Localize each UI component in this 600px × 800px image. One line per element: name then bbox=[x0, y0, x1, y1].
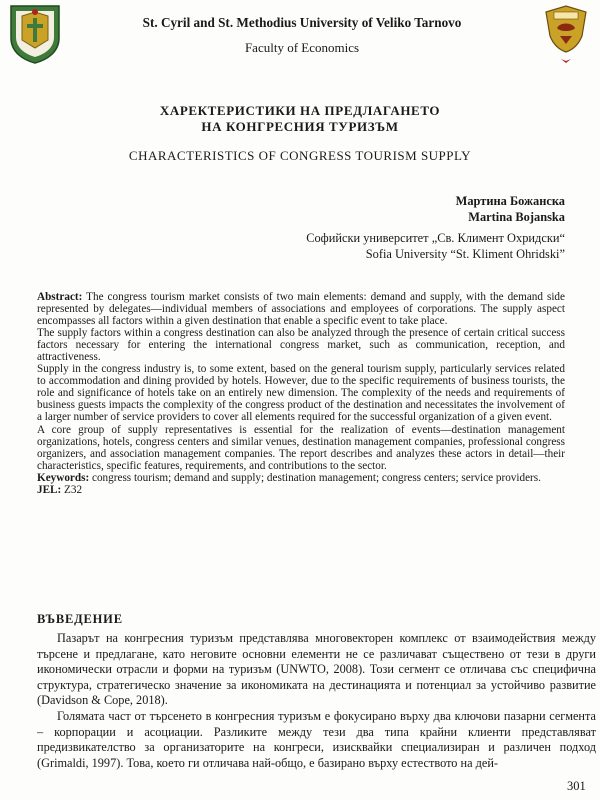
faculty-name: Faculty of Economics bbox=[244, 40, 360, 55]
intro-paragraph: Голямата част от търсенето в конгресния туризъм е фокусирано върху два ключови пазарни сегмента – корпорации и асоциации. Разликите между тези два типа крайни клиенти представляват предизвикателство за организаторите на конгреси, изисквайки специализиран и различен подход (Grimaldi, 1997). Това, което ги отличава най-общо, е базирано върху естеството на дей- bbox=[37, 708, 596, 770]
abstract-paragraph: Supply in the congress industry is, to some extent, based on the general tourism supply, particularly services related to accommodation and dining provided by hotels. However, due to the specific requirements of business tourists, the role and significance of hotels take on an entirely new dimension. The complexity of the needs and requirements of business guests impacts the complexity of the congress product of the destination and necessitates the involvement of a larger number of service providers to cover all elements required for the successful organization of a given event. bbox=[37, 363, 565, 424]
abstract-paragraph bbox=[37, 291, 565, 327]
jel-line bbox=[37, 484, 565, 496]
introduction-body bbox=[37, 631, 596, 771]
keywords-text: congress tourism; demand and supply; destination management; congress centers; service providers. bbox=[92, 471, 541, 484]
abstract-paragraph: The supply factors within a congress destination can also be analyzed through the presence of certain critical success factors necessary for entering the international congress market, such as communication, reception, and attractiveness. bbox=[37, 327, 565, 364]
publisher-crest-logo bbox=[542, 2, 590, 68]
university-name: St. Cyril and St. Methodius University of Veliko Tarnovo bbox=[142, 15, 462, 30]
title-english: CHARACTERISTICS OF CONGRESS TOURISM SUPPLY bbox=[128, 148, 472, 163]
affiliation-en: Sofia University “St. Kliment Ohridski” bbox=[365, 246, 565, 261]
abstract-text: The congress tourism market consists of two main elements: demand and supply, with the demand side represented by delegates—individual members of associations and employees of corporations. The supply aspect encompasses all factors within a given destination that enable a specific event to take place. bbox=[37, 291, 565, 328]
author-block bbox=[265, 194, 565, 262]
page-header bbox=[0, 0, 600, 70]
page-number: 301 bbox=[567, 779, 586, 793]
title-bulgarian bbox=[0, 103, 600, 135]
keywords-line bbox=[37, 472, 565, 484]
title-bg-line-2: НА КОНГРЕСНИЯ ТУРИЗЪМ bbox=[201, 119, 399, 134]
affiliation-bg: Софийски университет „Св. Климент Охридски“ bbox=[306, 231, 565, 245]
author-name-bg: Мартина Божанска bbox=[455, 194, 565, 208]
abstract-label: Abstract: bbox=[37, 291, 83, 303]
section-heading-introduction: ВЪВЕДЕНИЕ bbox=[37, 612, 123, 626]
jel-label: JEL: bbox=[37, 483, 62, 496]
title-bg-line-1: ХАРЕКТЕРИСТИКИ НА ПРЕДЛАГАНЕТО bbox=[159, 103, 441, 118]
jel-code: Z32 bbox=[64, 483, 83, 496]
author-name-en: Martina Bojanska bbox=[468, 209, 565, 224]
intro-paragraph: Пазарът на конгресния туризъм представлява многовекторен комплекс от взаимодействия между търсене и предлагане, като неговите основни елементи не се различават съществено от тези в други икономически отрасли и форми на туризъм (UNWTO, 2008). Този сегмент се отличава със специфична структура, стратегическо значение за икономиката на дестинацията и потенциал за устойчиво развитие (Davidson & Cope, 2018). bbox=[37, 631, 596, 708]
abstract-paragraph: A core group of supply representatives is essential for the realization of events—destination management organizations, hotels, congress centers and similar venues, destination management companies, professional congress organizers, and association management companies. The report describes and analyzes these actors in detail—their characteristics, specific features, requirements, and contributions to the sector. bbox=[37, 423, 565, 472]
keywords-label: Keywords: bbox=[37, 471, 90, 484]
university-seal-logo bbox=[5, 2, 65, 64]
abstract bbox=[37, 291, 565, 496]
